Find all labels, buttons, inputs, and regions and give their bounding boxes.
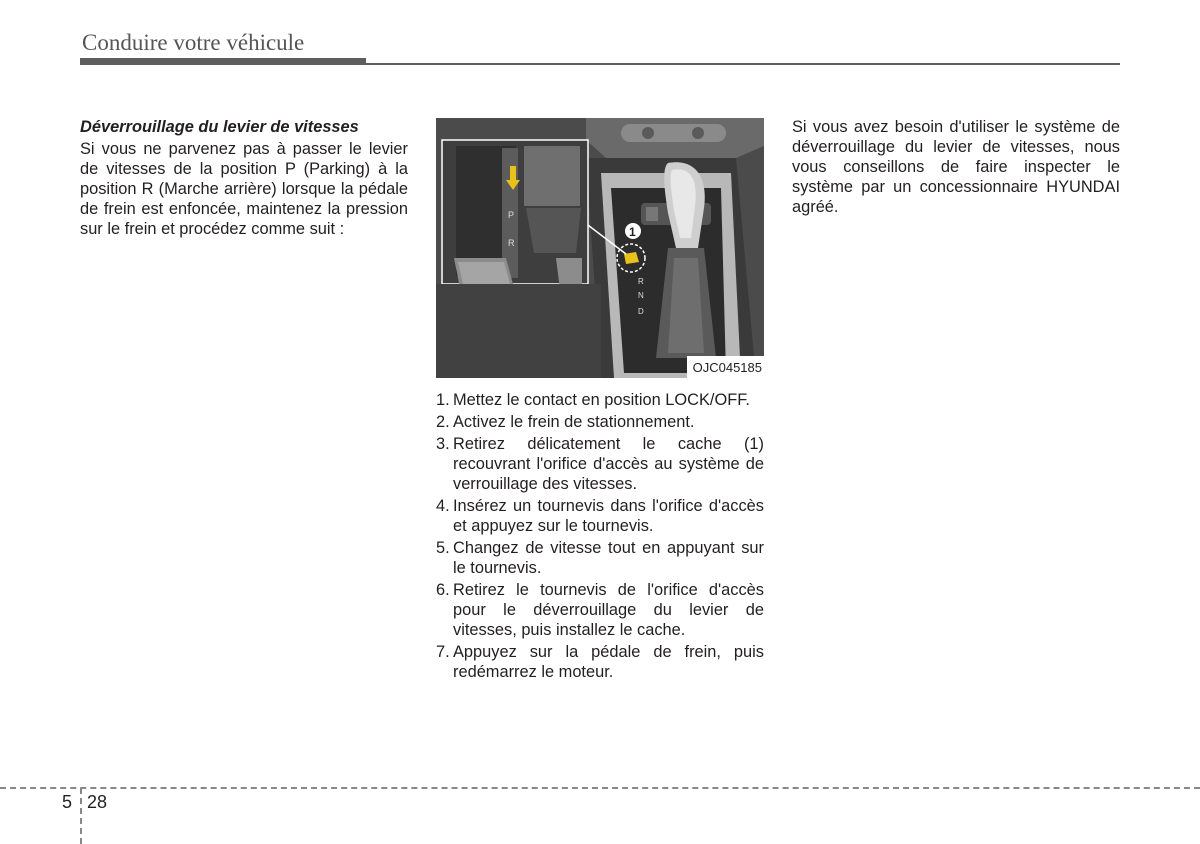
footer-vertical-divider (80, 788, 82, 844)
gate-label-r: R (638, 277, 644, 286)
chapter-number: 5 (62, 792, 73, 812)
procedure-steps (436, 390, 764, 682)
inset-label-p: P (508, 210, 515, 220)
gate-label-n: N (638, 291, 644, 300)
footer-divider (0, 787, 1200, 789)
left-column (80, 117, 408, 239)
middle-column (436, 118, 764, 684)
right-column (792, 117, 1120, 217)
inset-label-r: R (508, 238, 515, 248)
header-rule-thin (366, 63, 1120, 65)
page-number: 28 (87, 792, 108, 812)
intro-paragraph: Si vous ne parvenez pas à passer le levier de vitesses de la position P (Parking) à la position R (Marche arrière) lorsque la pédale de frein est enfoncée, maintenez la pression sur le frein et procédez comme suit : (80, 140, 408, 238)
figure-code: OJC045185 (687, 356, 764, 378)
advice-paragraph: Si vous avez besoin d'utiliser le système de déverrouillage du levier de vitesses, nous vous conseillons de faire inspecter le système par un concessionnaire HYUNDAI agréé. (792, 118, 1120, 216)
list-item: 2. Activez le frein de stationnement. (436, 413, 695, 431)
list-item: 1. Mettez le contact en position LOCK/OFF. (436, 391, 750, 409)
page-header-title: Conduire votre véhicule (82, 30, 305, 55)
list-item: 5. Changez de vitesse tout en appuyant sur le tournevis. (436, 539, 764, 577)
list-item: 7. Appuyez sur la pédale de frein, puis redémarrez le moteur. (436, 643, 764, 681)
header-rule-thick (80, 58, 366, 65)
section-subheading: Déverrouillage du levier de vitesses (80, 118, 359, 136)
list-item: 4. Insérez un tournevis dans l'orifice d'accès et appuyez sur le tournevis. (436, 497, 764, 535)
shift-lever-illustration (436, 118, 764, 378)
gate-label-d: D (638, 307, 644, 316)
list-item: 6. Retirez le tournevis de l'orifice d'accès pour le déverrouillage du levier de vitesses, puis installez le cache. (436, 581, 764, 639)
shift-lever-drawing (436, 118, 764, 378)
list-item: 3. Retirez délicatement le cache (1) recouvrant l'orifice d'accès au système de verrouillage des vitesses. (436, 435, 764, 493)
callout-number: 1 (629, 225, 636, 239)
